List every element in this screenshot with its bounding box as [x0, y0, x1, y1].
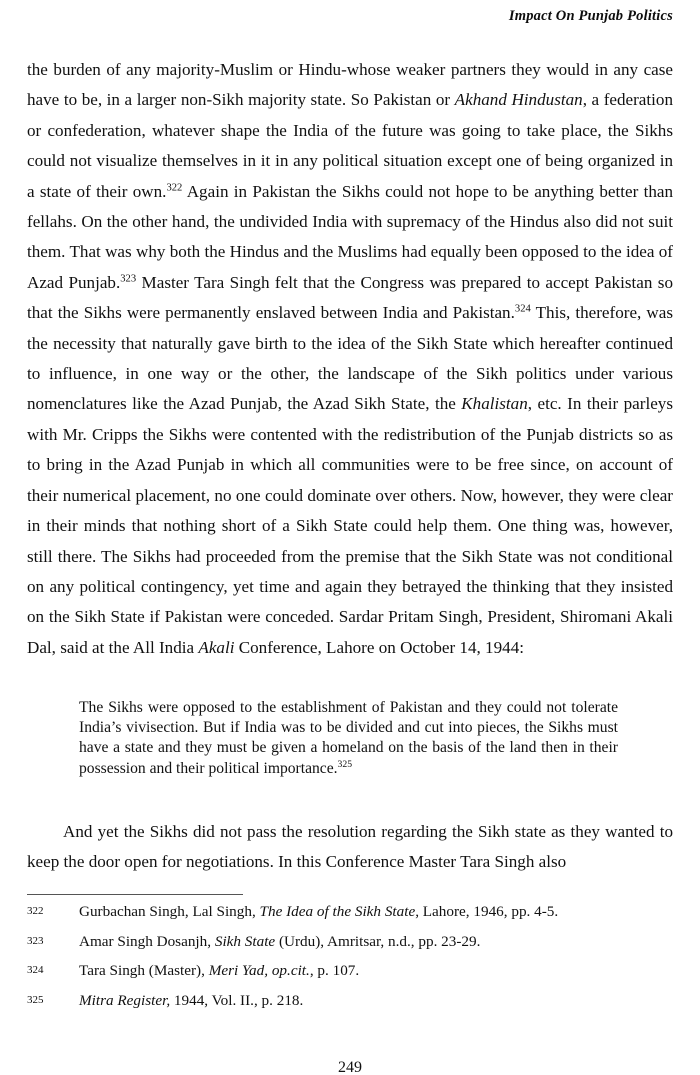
footnote-text — [79, 962, 673, 980]
blockquote-sikh-statement — [79, 698, 618, 779]
footnote-number: 324 — [27, 964, 44, 976]
body-column-top — [27, 55, 673, 663]
footnote-number: 323 — [27, 934, 44, 947]
text-run: (Urdu), Amritsar, n.d., pp. 23-29. — [275, 932, 481, 950]
text-run: The Sikhs were opposed to the establishment of Pakistan and they could not tolerate India’s vivisection. But if India was to be divided and cut into pieces, the Sikhs must have a state and they must be given a homeland on the basis of the land then in their possession and their political importance. — [79, 699, 618, 777]
text-run: Gurbachan Singh, Lal Singh, — [79, 903, 260, 920]
text-run: And yet the Sikhs did not pass the resolution regarding the Sikh state as they wanted to keep the door open for negotiations. In this Conference Master Tara Singh also — [27, 822, 673, 872]
footnote-separator-rule — [27, 894, 243, 895]
paragraph-main — [27, 55, 673, 663]
body-column-bottom — [27, 817, 673, 878]
text-run: Conference, Lahore on October 14, 1944: — [234, 637, 524, 657]
italic-run: The Idea of the Sikh State — [259, 903, 416, 920]
running-header: Impact On Punjab Politics — [508, 8, 673, 24]
italic-run: Mitra Register, — [79, 991, 171, 1009]
footnote-area — [27, 894, 673, 1021]
italic-run: Akali — [198, 637, 235, 657]
italic-run: Sikh State — [214, 932, 276, 950]
footnote-list — [27, 903, 673, 1010]
italic-run: Akhand Hindustan — [454, 90, 583, 110]
footnote-row — [27, 962, 673, 980]
footnote-marker: 323 — [120, 273, 137, 285]
page-number: 249 — [338, 1059, 362, 1075]
footnote-text — [79, 933, 673, 951]
footnote-marker: 325 — [337, 758, 353, 770]
text-run: , p. 107. — [309, 962, 360, 979]
italic-run: Khalistan — [461, 394, 528, 414]
blockquote-wrapper — [79, 698, 618, 779]
footnote-row — [27, 992, 673, 1010]
italic-run: Meri Yad, op.cit. — [208, 962, 310, 979]
text-run: Amar Singh Dosanjh, — [79, 932, 215, 950]
footnote-number: 325 — [27, 993, 44, 1006]
paragraph-after-quote — [27, 817, 673, 878]
text-run: Master Tara Singh felt that the Congress was prepared to accept Pakistan so that the Sikhs were permanently enslaved between India and Pakistan. — [27, 272, 673, 323]
footnote-row — [27, 903, 673, 921]
text-run: , a federation or confederation, whatever shape the India of the future was going to take place, the Sikhs could not visualize themselves in it in any political situation except one of being organized in a state of their own. — [27, 90, 673, 201]
footnote-marker: 324 — [514, 303, 531, 315]
footnote-text — [79, 992, 673, 1010]
footnote-number: 322 — [27, 905, 44, 917]
text-run: 1944, Vol. II., p. 218. — [170, 991, 304, 1009]
text-run: , etc. In their parleys with Mr. Cripps the Sikhs were contented with the redistribution of the Punjab districts so as to bring in the Azad Punjab in which all communities were to be free since, on account of their numerical placement, no one could dominate over others. Now, however, they were clear in their minds that nothing short of a Sikh State could help them. One thing was, however, still there. The Sikhs had proceeded from the premise that the Sikh State was not conditional on any political contingency, yet time and again they betrayed the thinking that they insisted on the Sikh State if Pakistan were conceded. Sardar Pritam Singh, President, Shiromani Akali Dal, said at the All India — [27, 394, 673, 657]
footnote-marker: 322 — [166, 181, 183, 193]
text-run: Tara Singh (Master), — [79, 962, 209, 979]
text-run: Again in Pakistan the Sikhs could not hope to be anything better than fellahs. On the other hand, the undivided India with supremacy of the Hindus also did not suit them. That was why both the Hindus and the Muslims had equally been opposed to the idea of Azad Punjab. — [27, 181, 674, 292]
footnote-row — [27, 933, 673, 951]
text-run: the burden of any majority-Muslim or Hindu-whose weaker partners they would in any case have to be, in a larger non-Sikh majority state. So Pakistan or — [27, 60, 673, 110]
footnote-text — [79, 903, 673, 921]
text-run: , Lahore, 1946, pp. 4-5. — [415, 903, 559, 920]
text-run: This, therefore, was the necessity that naturally gave birth to the idea of the Sikh State which hereafter continued to influence, in one way or the other, the landscape of the Sikh politics under various nomenclatures like the Azad Punjab, the Azad Sikh State, the — [27, 303, 673, 414]
